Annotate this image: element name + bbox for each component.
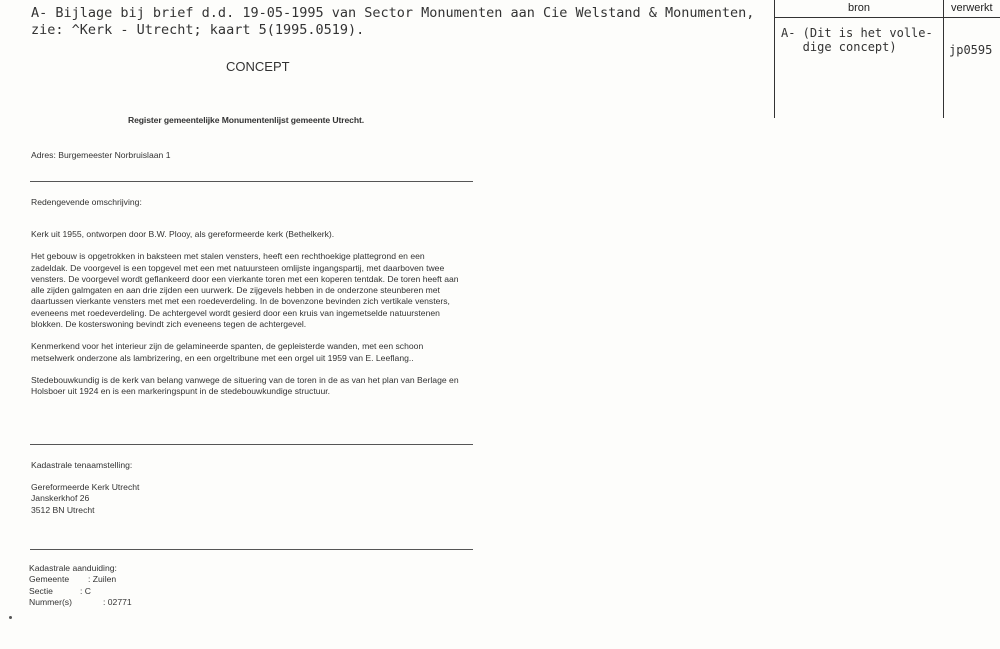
kadastrale-aanduiding bbox=[29, 563, 132, 608]
register-title: Register gemeentelijke Monumentenlijst gemeente Utrecht. bbox=[128, 115, 365, 125]
description-paragraph: Stedebouwkundig is de kerk van belang vanwege de situering van de toren in de as van het plan van Berlage en Holsboer uit 1924 en is een markeringspunt in de stedebouwkundige structuur. bbox=[31, 374, 459, 397]
header-line-2: zie: ^Kerk - Utrecht; kaart 5(1995.0519). bbox=[31, 22, 365, 38]
divider-rule bbox=[30, 549, 473, 550]
owner-block bbox=[31, 482, 139, 516]
kadastrale-tenaamstelling-label: Kadastrale tenaamstelling: bbox=[31, 460, 133, 470]
cadastral-key: Nummer(s) bbox=[29, 596, 72, 607]
description-paragraph: Kenmerkend voor het interieur zijn de gelamineerde spanten, de gepleisterde wanden, met een schoon metselwerk onderzone als lambrizering, en een orgeltribune met een orgel uit 1959 van E. Leeflang.. bbox=[31, 341, 424, 363]
divider-rule bbox=[30, 444, 473, 445]
verwerkt-header: verwerkt bbox=[951, 2, 993, 14]
owner-name: Gereformeerde Kerk Utrecht bbox=[31, 482, 140, 492]
cadastral-row bbox=[29, 574, 132, 585]
cadastral-value: : 02771 bbox=[103, 596, 132, 607]
description-paragraph: Kerk uit 1955, ontworpen door B.W. Plooy, als gereformeerde kerk (Bethelkerk). bbox=[31, 229, 335, 239]
concept-title: CONCEPT bbox=[226, 59, 290, 74]
owner-city: 3512 BN Utrecht bbox=[31, 504, 95, 515]
description-paragraph: Het gebouw is opgetrokken in baksteen met stalen vensters, heeft een rechthoekige plattegrond en een zadeldak. De voorgevel is een topgevel met een met natuursteen omlijste ingangspartij, met daarboven twee vensters. De voorgevel wordt geflankeerd door een vierkante toren met een koperen tentdak. De toren heeft aan alle zijden galmgaten en aan drie zijden een uurwerk. De zijgevels hebben in de onderzone steunberen met daartussen vierkante vensters met met een roedeverdeling. In de bovenzone bevinden zich vertikale vensters, eveneens met roedeverdeling. De achtergevel wordt gesierd door een kruis van ingemetselde natuurstenen blokken. De kosterswoning bevindt zich eveneens tegen de achtergevel. bbox=[31, 251, 459, 330]
address: Adres: Burgemeester Norbruislaan 1 bbox=[31, 150, 171, 160]
redengevende-label: Redengevende omschrijving: bbox=[31, 197, 142, 207]
owner-street: Janskerkhof 26 bbox=[31, 493, 90, 504]
cadastral-row bbox=[29, 586, 132, 597]
header-line-1: A- Bijlage bij brief d.d. 19-05-1995 van Sector Monumenten aan Cie Welstand & Monumenten, bbox=[31, 5, 755, 21]
divider-rule bbox=[30, 181, 473, 182]
bron-value: A- (Dit is het volle- dige concept) bbox=[781, 26, 933, 54]
bron-header: bron bbox=[847, 2, 871, 14]
kadastrale-aanduiding-label: Kadastrale aanduiding: bbox=[29, 563, 117, 573]
document-header bbox=[31, 5, 754, 39]
cadastral-key: Gemeente bbox=[29, 574, 70, 585]
scan-speck bbox=[9, 616, 12, 619]
cadastral-value: : Zuilen bbox=[88, 574, 117, 585]
cadastral-key: Sectie bbox=[29, 585, 53, 596]
description-body bbox=[31, 229, 461, 398]
cadastral-value: : C bbox=[80, 585, 91, 596]
verwerkt-value: jp0595 bbox=[949, 43, 993, 57]
cadastral-row bbox=[29, 597, 132, 608]
source-box bbox=[774, 0, 1000, 118]
source-box-divider bbox=[943, 0, 944, 118]
